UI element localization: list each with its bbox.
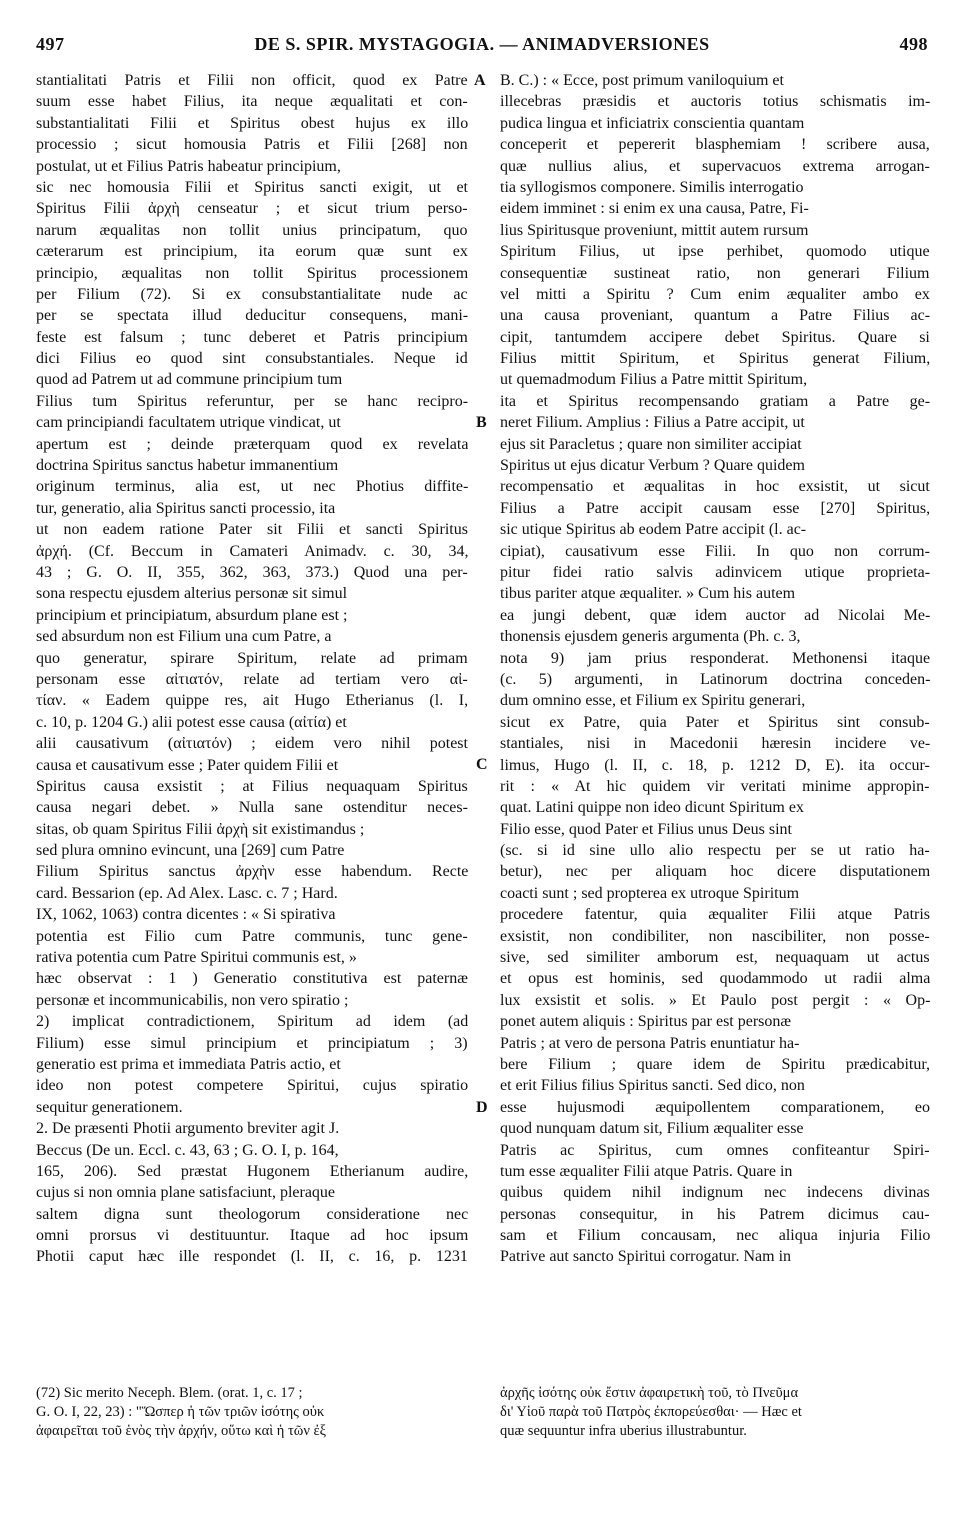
text-line: personæ et incommunicabilis, non vero spiratio ; (36, 991, 349, 1009)
text-line: sitas, ob quam Spiritus Filii ἀρχὴ sit existimandus ; (36, 820, 365, 838)
text-line: stantiales, nisi in Macedonii hæresin incidere ve- (500, 735, 930, 753)
text-line: sic nec homousia Filii et Spiritus sancti exigit, ut et (36, 178, 468, 196)
text-line: consequentiæ sustineat ratio, non generari Filium (500, 264, 930, 282)
text-line: dum omnino esse, et Filium ex Spiritu generari, (500, 692, 806, 710)
footnote-left (36, 1384, 468, 1441)
footnote-line: δι' Υἱοῦ παρὰ τοῦ Πατρὸς ἐκπορεύεσθαι· — Hæc et (500, 1404, 802, 1420)
footnote-right (500, 1384, 930, 1441)
text-line: Filius tum Spiritus referuntur, per se hanc recipro- (36, 392, 468, 410)
text-line: ejus sit Paracletus ; quare non similiter accipiat (500, 435, 802, 453)
footnote-line: ἀρχῆς ἰσότης οὐκ ἔστιν ἀφαιρετικὴ τοῦ, τὸ Πνεῦμα (500, 1385, 799, 1401)
text-line: quat. Latini quippe non ideo dicunt Spiritum ex (500, 799, 804, 817)
text-line: dici Filius eo quod sint consubstantiales. Neque id (36, 350, 468, 368)
text-line: 2. De præsenti Photii argumento breviter agit J. (36, 1120, 340, 1138)
text-line: quod ad Patrem ut ad commune principium tum (36, 371, 343, 389)
text-line: generatio est prima et immediata Patris actio, et (36, 1055, 341, 1073)
text-line: eidem imminet : si enim ex una causa, Patre, Fi- (500, 200, 809, 218)
text-line: (c. 5) argumenti, in Latinorum doctrina conceden- (500, 670, 930, 688)
text-line: sona respectu ejusdem alterius personæ sit simul (36, 585, 348, 603)
text-line: cipiat), causativum esse Filii. In quo non corrum- (500, 542, 930, 560)
running-header (36, 34, 928, 58)
text-line: tur, generatio, alia Spiritus sancti processio, ita (36, 499, 336, 517)
page-number-left: 497 (36, 34, 65, 54)
text-line: processio ; sicut homousia Patris et Filii [268] non (36, 136, 468, 154)
footnote-line: ἀφαιρεῖται τοῦ ἑνὸς τὴν ἀρχήν, οὕτω καὶ ἡ τῶν ἐξ (36, 1423, 327, 1439)
left-column (36, 70, 468, 1268)
margin-marker-a: A (474, 72, 486, 89)
text-line: quod nunquam datum sit, Filium æqualiter esse (500, 1120, 804, 1138)
margin-marker-d: D (476, 1099, 488, 1116)
text-line: Spiritum Filius, ut ipse perhibet, quomodo utique (500, 243, 930, 261)
text-line: feste est falsum ; tunc deberet et Patris principium (36, 328, 468, 346)
text-line: Filium Spiritus sanctus ἀρχὴν esse habendum. Recte (36, 863, 468, 881)
text-line: ut quemadmodum Filius a Patre mittit Spiritum, (500, 371, 808, 389)
text-line: recompensatio et æqualitas in hoc exsistit, ut sicut (500, 478, 930, 496)
text-line: sed absurdum non est Filium una cum Patre, a (36, 628, 332, 646)
text-line: narum æqualitas non tollit unius principatum, quo (36, 221, 468, 239)
text-line: ἀρχή. (Cf. Beccum in Camateri Animadv. c. 30, 34, (36, 542, 468, 560)
text-line: sive, sed similiter amborum est, nequaquam ut actus (500, 949, 930, 967)
text-line: ideo non potest competere Spiritui, cujus spiratio (36, 1077, 468, 1095)
text-line: ut non eadem ratione Pater sit Filii et sancti Spiritus (36, 521, 468, 539)
text-line: Spiritus Filii ἀρχὴ censeatur ; et sicut trium perso- (36, 200, 468, 218)
text-line: postulat, ut et Filius Patris habeatur principium, (36, 157, 341, 175)
text-line: ita et Spiritus recompensando gratiam a Patre ge- (500, 392, 930, 410)
text-line: conceperit et pepererit blasphemiam ! scribere ausa, (500, 136, 930, 154)
text-line: una causa proveniant, quantum a Patre Filius ac- (500, 307, 930, 325)
text-line: nota 9) jam prius responderat. Methonensi itaque (500, 649, 930, 667)
text-line: tia syllogismos componere. Similis interrogatio (500, 178, 804, 196)
text-line: Filius a Patre accipit causam esse [270] Spiritus, (500, 499, 930, 517)
text-line: Spiritus ut ejus dicatur Verbum ? Quare quidem (500, 457, 805, 475)
text-line: pitur fidei ratio salvis adinvicem utique proprieta- (500, 563, 930, 581)
text-line: lius Spiritusque proveniunt, mittit autem rursum (500, 221, 809, 239)
text-line: suum esse habet Filius, ita neque æqualitati et con- (36, 93, 468, 111)
text-line: potentia est Filio cum Patre communis, tunc gene- (36, 927, 468, 945)
text-line: per se spectata illud deducitur consequens, mani- (36, 307, 468, 325)
text-line: per Filium (72). Si ex consubstantialitate nude ac (36, 285, 468, 303)
text-line: et opus est hominis, sed quodammodo ut radii alma (500, 970, 930, 988)
text-line: Filius mittit Spiritum, et Spiritus generat Filium, (500, 350, 930, 368)
text-line: vel mitti a Spiritu ? Cum enim æqualiter ambo ex (500, 285, 930, 303)
text-line: causa negari debet. » Nulla sane ostenditur neces- (36, 799, 468, 817)
text-line: thonensis ejusdem generis argumenta (Ph. c. 3, (500, 628, 801, 646)
text-line: Beccus (De un. Eccl. c. 43, 63 ; G. O. I, p. 164, (36, 1141, 339, 1159)
text-line: sed plura omnino evincunt, una [269] cum Patre (36, 842, 345, 860)
text-line: et erit Filius filius Spiritus sancti. Sed dico, non (500, 1077, 805, 1095)
text-line: Photii caput hæc ille respondet (l. II, c. 16, p. 1231 (36, 1248, 468, 1266)
text-line: cujus si non omnia plane satisfaciunt, pleraque (36, 1184, 336, 1202)
text-line: sic utique Spiritus ab eodem Patre accipit (l. ac- (500, 521, 807, 539)
text-line: c. 10, p. 1204 G.) alii potest esse causa (αἰτία) et (36, 713, 347, 731)
text-line: Patris ; at vero de persona Patris enuntiatur ha- (500, 1034, 800, 1052)
text-line: causa et causativum esse ; Pater quidem Filii et (36, 756, 339, 774)
text-line: sicut ex Patre, quia Pater et Spiritus sint consub- (500, 713, 930, 731)
text-line: τίαν. « Eadem quippe res, ait Hugo Etherianus (l. I, (36, 692, 468, 710)
text-line: apertum est ; deinde præterquam quod ex revelata (36, 435, 468, 453)
text-line: personas consequitur, in his Patrem dicimus cau- (500, 1205, 930, 1223)
text-line: bere Filium ; quare idem de Spiritu prædicabitur, (500, 1055, 930, 1073)
text-line: ea jungi debent, quæ idem auctor ad Nicolai Me- (500, 606, 930, 624)
text-line: limus, Hugo (l. II, c. 18, p. 1212 D, E). ita occur- (500, 756, 930, 774)
text-line: lux exsistit et solis. » Et Paulo post pergit : « Op- (500, 991, 930, 1009)
text-line: rativa potentia cum Patre Spiritui communis est, » (36, 949, 357, 967)
text-line: quo generatur, spirare Spiritum, relate ad primam (36, 649, 468, 667)
margin-marker-b: B (476, 414, 487, 431)
text-line: saltem digna sunt theologorum consideratione nec (36, 1205, 468, 1223)
text-line: esse hujusmodi æquipollentem comparationem, eo (500, 1098, 930, 1116)
text-line: ponet autem aliquis : Spiritus par est personæ (500, 1013, 792, 1031)
text-line: quæ nullius alius, et supervacuos extrema arrogan- (500, 157, 930, 175)
text-line: originum terminus, alia est, ut nec Photius diffite- (36, 478, 468, 496)
text-line: Patrive aut sancto Spiritui corrogatur. Nam in (500, 1248, 792, 1266)
text-line: neret Filium. Amplius : Filius a Patre accipit, ut (500, 414, 805, 432)
text-line: cipit, tantumdem accipere debet Spiritus. Quare si (500, 328, 930, 346)
text-line: card. Bessarion (ep. Ad Alex. Lasc. c. 7 ; Hard. (36, 884, 338, 902)
text-line: omni prorsus vi destituuntur. Itaque ad hoc ipsum (36, 1227, 468, 1245)
text-line: coacti sunt ; sed propterea ex utroque Spiritum (500, 884, 800, 902)
text-line: Spiritus causa exsistit ; at Filius nequaquam Spiritus (36, 777, 468, 795)
text-line: tibus pariter atque æqualiter. » Cum his autem (500, 585, 796, 603)
text-line: procedere fatentur, quia æqualiter Filii atque Patris (500, 906, 930, 924)
text-line: (sc. si id sine ullo alio respectu per se ut ratio ha- (500, 842, 930, 860)
text-line: Patris ac Spiritus, cum omnes confiteantur Spiri- (500, 1141, 930, 1159)
text-line: rit : « At hic quidem vir veritati minime appropin- (500, 777, 930, 795)
text-line: principio, æqualitas non tollit Spiritus processionem (36, 264, 468, 282)
text-line: alii causativum (αἰτιατόν) ; eidem vero nihil potest (36, 735, 468, 753)
text-line: betur), nec per aliquam hoc dicere disputationem (500, 863, 930, 881)
text-line: Filium) esse simul principium et principiatum ; 3) (36, 1034, 468, 1052)
text-line: 2) implicat contradictionem, Spiritum ad idem (ad (36, 1013, 468, 1031)
page-number-right: 498 (899, 34, 928, 54)
text-line: quibus quidem nihil indignum nec indecens divinas (500, 1184, 930, 1202)
text-line: Filio esse, quod Pater et Filius unus Deus sint (500, 820, 792, 838)
text-line: cæterarum est principium, ita eorum quæ sunt ex (36, 243, 468, 261)
footnote-line: quæ sequuntur infra uberius illustrabuntur. (500, 1423, 747, 1439)
text-line: personam esse αἰτιατόν, relate ad tertiam vero αἰ- (36, 670, 468, 688)
margin-marker-c: C (476, 756, 488, 773)
text-line: exsistit, non condibiliter, non nascibiliter, non posse- (500, 927, 930, 945)
running-title: DE S. SPIR. MYSTAGOGIA. — ANIMADVERSIONES (254, 34, 710, 54)
text-line: B. C.) : « Ecce, post primum vaniloquium et (500, 72, 784, 89)
text-line: 43 ; G. O. II, 355, 362, 363, 373.) Quod una per- (36, 563, 468, 581)
text-line: tum esse æqualiter Filii atque Patris. Quare in (500, 1162, 793, 1180)
text-line: illecebras præsidis et auctoris totius schismatis im- (500, 93, 930, 111)
text-line: doctrina Spiritus sanctus habetur immanentium (36, 457, 339, 475)
footnote-line: G. O. I, 22, 23) : "Ὥσπερ ἡ τῶν τριῶν ἰσότης οὐκ (36, 1404, 325, 1420)
text-line: substantialitati Filii et Spiritus obest hujus ex illo (36, 114, 468, 132)
right-column (500, 70, 930, 1268)
text-line: stantialitati Patris et Filii non officit, quod ex Patre (36, 72, 468, 89)
text-line: IX, 1062, 1063) contra dicentes : « Si spirativa (36, 906, 336, 924)
text-line: sam et Filium concausam, nec aliqua injuria Filio (500, 1227, 930, 1245)
text-line: hæc observat : 1 ) Generatio constitutiva est paternæ (36, 970, 468, 988)
text-line: sequitur generationem. (36, 1098, 183, 1116)
footnote-line: (72) Sic merito Neceph. Blem. (orat. 1, c. 17 ; (36, 1385, 303, 1401)
text-line: pudica lingua et inficiatrix conscientia quantam (500, 114, 805, 132)
text-line: cam principiandi facultatem utrique vindicat, ut (36, 414, 341, 432)
text-line: principium et principiatum, absurdum plane est ; (36, 606, 348, 624)
text-line: 165, 206). Sed præstat Hugonem Etherianum audire, (36, 1162, 468, 1180)
